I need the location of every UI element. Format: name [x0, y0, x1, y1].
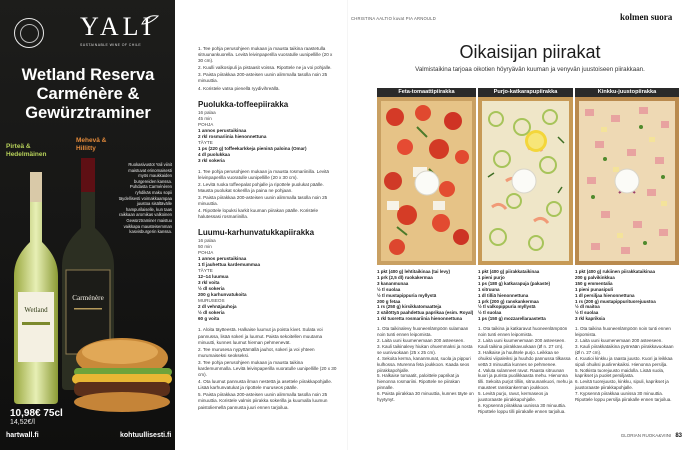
left-page-recipes [198, 46, 338, 412]
ingredient: 3 rkl kapriksia [575, 316, 606, 322]
ingredient: ½ tl mustapippuria myllystä [377, 292, 437, 298]
leaf-icon [140, 14, 160, 26]
ingredient: 2 dl vehnäjauhoja [198, 304, 237, 310]
ingredient: 12–14 luumua [198, 274, 229, 280]
ingredient: 1 dl persiljaa hienonnettuna [575, 292, 635, 298]
ingredient: 1 rs (250 g) kirsikkatomaatteja [377, 304, 442, 310]
recipe-step: 2. Levitä ruoka toffeepalat pohjalle ja ripottele puolukat päälle. Mausta puolukat sokerilla ja paina ne pohjaan. [198, 181, 324, 193]
recipe-step: 1. Ota taikinalevy huoneenlämpöön sulamaan noin tunti ennen leipomista. [377, 326, 469, 338]
leek-shrimp-pie-photo [478, 97, 573, 265]
recipe-step: 5. Notkista tuorejuusto maidolla. Lisää suola, kaprikset ja puolet persiljasta. [575, 367, 665, 379]
ingredient: 1 pkt (400 g) rukiinen piirakkataikinaa [575, 269, 656, 274]
recipe-step: 3. Tee pohja perusohjeen mukaan ja mausta taikina kardemummalla. Levitä leivinpaperilla vuoratulle uunipellille (20 x 30 cm). [198, 359, 337, 378]
ingredient: 1 rs (200 g) mustapippurituorejuustoa [575, 298, 656, 304]
ingredient: 150 g emmentalia [575, 280, 613, 286]
recipe-step: 1. Tee pohja perusohjeen mukaan ja mausta rosmariinilla. Levitä leivinpaperilla vuoratulle uunipellille (20 x 30 cm). [198, 168, 329, 180]
white-wine-label: Pirteä & Hedelmäinen [6, 143, 47, 158]
ingredient: 1 rkl tuoretta rosmariinia hienonnettuna [377, 316, 463, 322]
recipe-step: 2. Tee murusesa nypyttämällä jauhot, sokeri ja voi yhteen murumaiseksi seokseksi. [198, 346, 315, 358]
ingredient: 1 pieni purjo [478, 274, 505, 280]
ingredient: 1 tl jauhettua kardemummaa [198, 262, 261, 268]
recipe-luumu [198, 228, 338, 410]
page-lede: Valmistaikina tarjoaa oikotien höyryävän kuuman ja venyvän juustoiseen piirakkaan. [415, 66, 645, 73]
recipe-body [377, 269, 476, 403]
wine-advertisement [0, 0, 175, 450]
recipe-column-feta [377, 88, 476, 403]
intro-step: 1. Tee pohja perusohjeen mukaan ja mausta taikina raastetulla sitruunankuorella. Levitä leivinpaperilla vuoratulle uunipellille (20 x 30 cm). [198, 46, 333, 64]
recipe-header: Feta-tomaattipiirakka [377, 88, 476, 97]
recipe-step: 6. Paista piirakkaa 30 minuuttia, kunnes täyte on hyytynyt. [377, 391, 474, 403]
ingredient: ½ tl suolaa [478, 310, 502, 316]
recipe-body [575, 269, 679, 403]
feta-tomato-pie-photo [377, 97, 476, 265]
footer-publication: GLORIAN RUOKA&VIINI [620, 433, 672, 438]
recipe-column-purjo [478, 88, 573, 415]
red-wine-label: Mehevä & Hillitty [76, 137, 107, 152]
intro-step: 4. Koristele vatsa pienellä ryydivihreällä. [198, 85, 280, 91]
section-label: TÄYTE [198, 268, 213, 274]
ingredient: 3 rkl sokeria [198, 157, 225, 163]
ingredient: 1 sitruuna [478, 286, 500, 292]
ingredient: 200 g palvikinkkua [575, 274, 615, 280]
recipe-column-kinkku [575, 88, 679, 403]
recipe-step: 1. Ota taikina huoneenlämpöön noin tunti ennen leipomista. [575, 326, 671, 338]
brand-tagline: SUSTAINABLE WINE OF CHILE [80, 43, 142, 47]
ingredient: 3 kananmunaa [377, 280, 409, 286]
recipe-step: 5. Paista piirakkaa 200-asteisen uunin alimmalla tasolla noin 25 minuuttia. Koristele valmis piirakka sokerilla ja kuumalla luumun paistoliemellä pannusta juuri ennen tarjoilua. [198, 392, 328, 410]
ingredient: 3 rkl voita [198, 280, 220, 286]
ad-copy: Ruokasivustot Yali viinit maistuvat erinomaisesti myös maukkaiden burgereiden kanssa. Puhdasta Carménèren ryhdikäs maku sopii täydellisesti voimakkaampaa juustoa sisältävälle hampurilaiselle, kun taas raikkaan aromikas valkoinen Gewürztraminer maistuu vaikkapa mausteisemman kasvisburgerin kanssa. [118, 162, 172, 235]
recipe-step: 5. Halkaise tomaatit, paloittele paprikat ja hienonna rosmariini. Ripottele ne piirakan pinnalle. [377, 373, 460, 391]
ingredient: 200 g fetaa [377, 298, 401, 304]
byline: CHRISTINA AALTIO kuvat PIA ARNOULD [351, 16, 436, 21]
recipe-step: 4. Valuta sulanneet ravut. Raasta sitruunan kuori ja purista puolikkaasta mehu. Hienonna tilli. Sekoita purjot tilliin, sitruunankuori, mehu ja mausteet ranskankerman joukkoon. [478, 367, 573, 391]
recipe-time: 50 min [198, 244, 212, 250]
recipe-step: 4. Ota luumut pannusta ilman nestettä ja asettele piirakkapohjalle. Lisää karhunvatukat ja ripottele muruseos päälle. [198, 379, 333, 391]
recipe-step: 1. Ota taikina ja katkaravut huoneenlämpöön noin tunti ennen leipomista. [478, 326, 568, 338]
recipe-step: 3. Halkaise ja huuhtele purjo. Leikkaa se ohuiksi viipaleiksi ja huuhdo pannussa tilkassa vettä 3 minuuttia kunnes se pehmenee. [478, 349, 571, 367]
recipe-step: 4. Kuutioi kinkku ja raasta juusto. Kuori ja leikkaa sipuli ohuiksi puolirenkaiksi. Hienonna persilja. [575, 355, 673, 367]
ingredient: 1 pkt (400 g) piirakkataikinaa [478, 269, 540, 274]
recipe-step: 3. Paista piirakkaa 200-asteisen uunin alimmalla tasolla noin 25 minuuttia. [198, 195, 328, 207]
ingredient: 2 säilöttyä paahdettua paprikaa (esim. Royal) [377, 310, 474, 316]
ingredient: ½ dl maitoa [575, 304, 600, 310]
section-label: POHJA [198, 121, 214, 127]
ingredient: 1 dl tilliä hienonnettuna [478, 292, 529, 298]
ingredient: 4 dl puolukkaa [198, 151, 230, 157]
recipe-header: Purjo-katkarapupiirakka [478, 88, 573, 97]
recipe-step: 2. Laita uuni kuumenemaan 200 asteeseen. [575, 337, 663, 343]
brand-name: YALI [80, 12, 156, 41]
recipe-servings: 16 palaa [198, 109, 216, 115]
ingredient: ½ dl sokeria [198, 286, 225, 292]
ingredient: 1 annos perustaikinaa [198, 256, 247, 262]
recipe-time: 45 min [198, 115, 212, 121]
ad-title: Wetland Reserva Carménère & Gewürztraminer [21, 66, 155, 122]
ingredient: 1 pkt (400 g) lehtitaikinaa (tai levy) [377, 269, 451, 274]
ingredient: 1 ps (180 g) katkarapuja (pakaste) [478, 280, 551, 286]
recipe-step: 6. Kypsennä piirakkaa uunissa 30 minuuttia. Ripottele loppu tilli piirakalle ennen tarjoilua. [478, 402, 567, 414]
ingredient: 1 ps (150 g) mozzarellaraastetta [478, 316, 546, 322]
recipe-step: 3. Kauli taikinalevy hiukan ohuemmaksi ja nosta se uunivuokaan (25 x 25 cm). [377, 343, 473, 355]
price: 10,98€ 75cl [10, 408, 63, 419]
page-number: 83 [675, 433, 682, 439]
recipe-step: 3. Kauli piirakkataikina pyöreään piirakkavuokaan (Ø n. 27 cm). [575, 343, 674, 355]
ingredient: 1 prk (200 g) ranskankermaa [478, 298, 539, 304]
section-label: MURUSEOS [198, 298, 225, 304]
bottle-a-label: Wetland [24, 306, 48, 314]
price-per-liter: 14,52€/l [10, 419, 35, 426]
recipe-step: 7. Kypsennä piirakkaa uunissa 30 minuuttia. Ripottele loppu persilja piirakalle ennen tarjoilua. [575, 391, 672, 403]
ingredient: ½ tl valkopippuria myllystä [478, 304, 536, 310]
ingredient: ½ tl suolaa [377, 286, 401, 292]
recipe-body [478, 269, 573, 415]
ingredient: 1 pieni punasipuli [575, 286, 614, 292]
recipe-step: 5. Levitä purjo, ravut, kermaseos ja juustoraaste piirakkapohjalle. [478, 391, 549, 403]
recipe-step: 4. Sekoita kerma, kananmunat, suola ja pippuri kulhossa. Murenna feta joukkoon. Kaada seos piirakkapohjalle. [377, 355, 471, 373]
ingredient: 1 ps (220 g) toffeekarkkeja pieninä paloina (Omar) [198, 145, 307, 151]
burger-image [60, 328, 175, 416]
intro-step: 2. Kuulli valkosipuli ja pistaasit voissa. Ripottele ne ja voi pohjalle. [198, 65, 332, 71]
recipe-step: 2. Laita uuni kuumenemaan 200 asteeseen. [377, 337, 465, 343]
sustainability-seal-icon [14, 18, 44, 48]
page-title: Oikaisijan piirakat [459, 42, 601, 62]
ingredient: ½ dl sokeria [198, 310, 225, 316]
section-label: POHJA [198, 250, 214, 256]
page-gutter [347, 0, 348, 450]
recipe-servings: 16 palaa [198, 238, 216, 244]
ingredient: 200 g karhunvatukoita [198, 292, 247, 298]
ingredient: 2 rkl rosmariinia hienonnettuna [198, 133, 267, 139]
recipe-title: Luumu-karhunvatukkapiirakka [198, 228, 315, 238]
ingredient: 1 prk (2,5 dl) ruokakermaa [377, 274, 433, 280]
ingredient: ½ tl suolaa [575, 310, 599, 316]
recipe-step: 6. Levitä tuorejuusto, kinkku, sipuli, kaprikset ja juustoraaste piirakkapohjalle. [575, 379, 669, 391]
recipe-step: 4. Ripottele lopuksi karkit kuuman piirakan päälle. Koristele halutessasi rosmariinilla. [198, 208, 319, 220]
recipe-step: 1. Aloita täytteestä. Halkaise luumut ja poista kivet. Sulata voi pannussa, lisää sokeri ja luumut. Paista sekoitellen muutama minuutti, kunnes luumut hieman pehmenevät. [198, 327, 323, 345]
bottle-b-label: Carménère [72, 294, 104, 302]
intro-steps [198, 46, 338, 92]
ingredient: 1 annos perustaikinaa [198, 127, 247, 133]
recipe-step: 2. Laita uuni kuumenemaan 200 asteeseen. Kauli taikina piirakkavuokaan (Ø n. 27 cm). [478, 337, 566, 349]
sponsor-link-hartwall[interactable]: hartwall.fi [6, 432, 39, 439]
recipe-puolukka [198, 100, 338, 221]
recipe-title: Puolukka-toffeepiirakka [198, 99, 289, 109]
recipe-header: Kinkku-juustopiirakka [575, 88, 679, 97]
ham-cheese-pie-photo [575, 97, 679, 265]
intro-step: 3. Paista piirakkaa 200-asteisen uunin alimmalla tasolla noin 25 minuuttia. [198, 72, 328, 84]
ingredient: 60 g voita [198, 316, 220, 322]
brand-logo [80, 12, 170, 58]
white-wine-bottle-icon [12, 172, 60, 404]
sponsor-link-kohtuullisesti[interactable]: kohtuullisesti.fi [120, 432, 172, 439]
section-label: TÄYTE [198, 139, 213, 145]
section-masthead: kolmen suora [620, 12, 673, 22]
page-footer [621, 433, 682, 439]
